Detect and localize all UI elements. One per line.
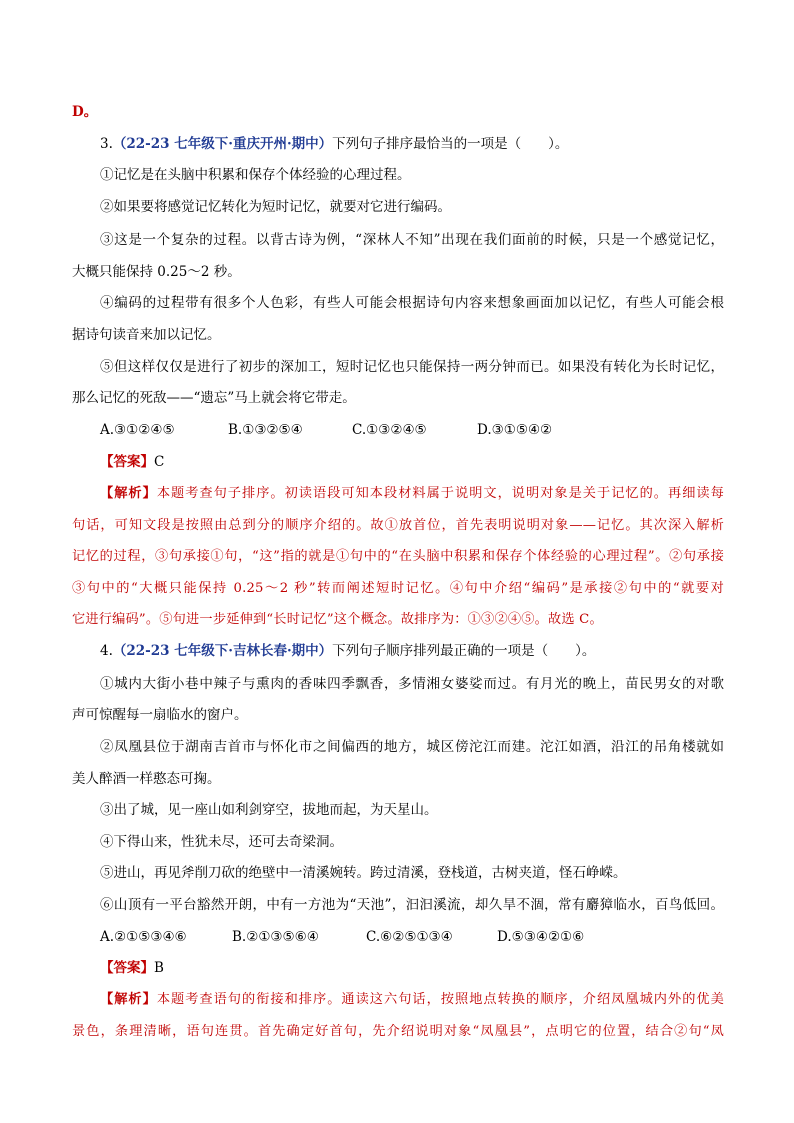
source-close-paren: ） [318,136,333,152]
question-stem: 下列句子顺序排列最正确的一项是（ ）。 [332,643,596,659]
q4-option-c: C.⑥②⑤①③④ [366,929,453,945]
q4-option-d: D.⑤③④②①⑥ [497,929,585,945]
q4-sentence-1-line-2: 声可惊醒每一扇临水的窗户。 [72,707,248,723]
q4-sentence-2-line-1: ②凤凰县位于湖南吉首市与怀化市之间偏西的地方，城区傍沱江而建。沱江如酒，沿江的吊角楼就如 [100,739,724,755]
option-d: D.③①⑤④② [477,422,553,438]
sentence-4-line-1: ④编码的过程带有很多个人色彩，有些人可能会根据诗句内容来想象画面加以记忆，有些人可能会根 [100,295,724,311]
option-c: C.①③②④⑤ [352,422,427,438]
answer-value: C [154,454,165,470]
option-a: A.③①②④⑤ [100,422,175,438]
previous-answer-tail: D。 [72,104,98,120]
sentence-1: ①记忆是在头脑中积累和保存个体经验的心理过程。 [100,167,411,183]
question-source: 22-23 七年级下·吉林长春·期中 [126,643,319,659]
question-number: 4. [100,643,113,659]
answer-label: 【答案】 [100,960,154,976]
source-open-paren: （ [112,643,127,659]
question-source: 22-23 七年级下·重庆开州·期中 [126,136,319,152]
question-3-header [100,134,568,154]
answer-value: B [154,960,164,976]
answer-label: 【答案】 [100,454,154,470]
sentence-4-line-2: 据诗句读音来加以记忆。 [72,327,221,343]
explanation-label: 【解析】 [100,486,157,501]
explanation-line-3: 记忆的过程，③句承接①句，“这”指的就是①句中的“在头脑中积累和保存个体经验的心理过程”。②句承接 [72,549,724,564]
option-b: B.①③②⑤④ [228,422,303,438]
sentence-3-line-2: 大概只能保持 0.25～2 秒。 [72,264,241,280]
q4-sentence-5: ⑤进山，再见斧削刀砍的绝壁中一清溪婉转。跨过清溪，登栈道，古树夹道，怪石峥嵘。 [100,865,627,881]
q4-explanation-line-2: 景色，条理清晰，语句连贯。首先确定好首句，先介绍说明对象“凤凰县”，点明它的位置，结合②句“凤 [72,1024,724,1039]
explanation-line-1: 【解析】本题考查句子排序。初读语段可知本段材料属于说明文，说明对象是关于记忆的。再细读每 [100,486,724,501]
explanation-line-2: 句话，可知文段是按照由总到分的顺序介绍的。故①放首位，首先表明说明对象——记忆。其次深入解析 [72,518,724,533]
q4-explanation-line-1: 【解析】本题考查语句的衔接和排序。通读这六句话，按照地点转换的顺序，介绍凤凰城内外的优美 [100,992,724,1007]
q4-sentence-4: ④下得山来，性犹未尽，还可去奇梁洞。 [100,834,343,850]
sentence-5-line-2: 那么记忆的死敌——“遗忘”马上就会将它带走。 [72,390,356,406]
sentence-5-line-1: ⑤但这样仅仅是进行了初步的深加工，短时记忆也只能保持一两分钟而已。如果没有转化为长时记忆， [100,359,724,375]
source-open-paren: （ [112,136,127,152]
q4-sentence-3: ③出了城，见一座山如利剑穿空，拔地而起，为天星山。 [100,802,438,818]
q4-option-a: A.②①⑤③④⑥ [100,929,187,945]
q4-sentence-1-line-1: ①城内大街小巷中辣子与熏肉的香味四季飘香，多情湘女婆娑而过。有月光的晚上，苗民男女的对歌 [100,676,724,692]
explanation-label: 【解析】 [100,992,157,1007]
question-4-header [100,641,595,661]
sentence-3-line-1: ③这是一个复杂的过程。以背古诗为例，“深林人不知”出现在我们面前的时候，只是一个感觉记忆， [100,232,724,248]
sentence-2: ②如果要将感觉记忆转化为短时记忆，就要对它进行编码。 [100,199,451,215]
q4-sentence-2-line-2: 美人醉酒一样憨态可掬。 [72,771,221,787]
question-stem: 下列句子排序最恰当的一项是（ ）。 [332,136,569,152]
q4-option-b: B.②①③⑤⑥④ [232,929,319,945]
q4-sentence-6: ⑥山顶有一平台豁然开朗，中有一方池为“天池”，汩汩溪流，却久旱不涸，常有麝獐临水，百鸟低回。 [100,897,724,913]
explanation-line-4: ③句中的“大概只能保持 0.25～2 秒”转而阐述短时记忆。④句中介绍“编码”是承接②句中的“就要对 [72,581,724,596]
answer-row [100,452,164,472]
explanation-line-5: 它进行编码”。⑤句进一步延伸到“长时记忆”这个概念。故排序为：①③②④⑤。故选 C。 [72,612,603,627]
question-number: 3. [100,136,113,152]
source-close-paren: ） [318,643,333,659]
q4-answer-row [100,958,164,978]
